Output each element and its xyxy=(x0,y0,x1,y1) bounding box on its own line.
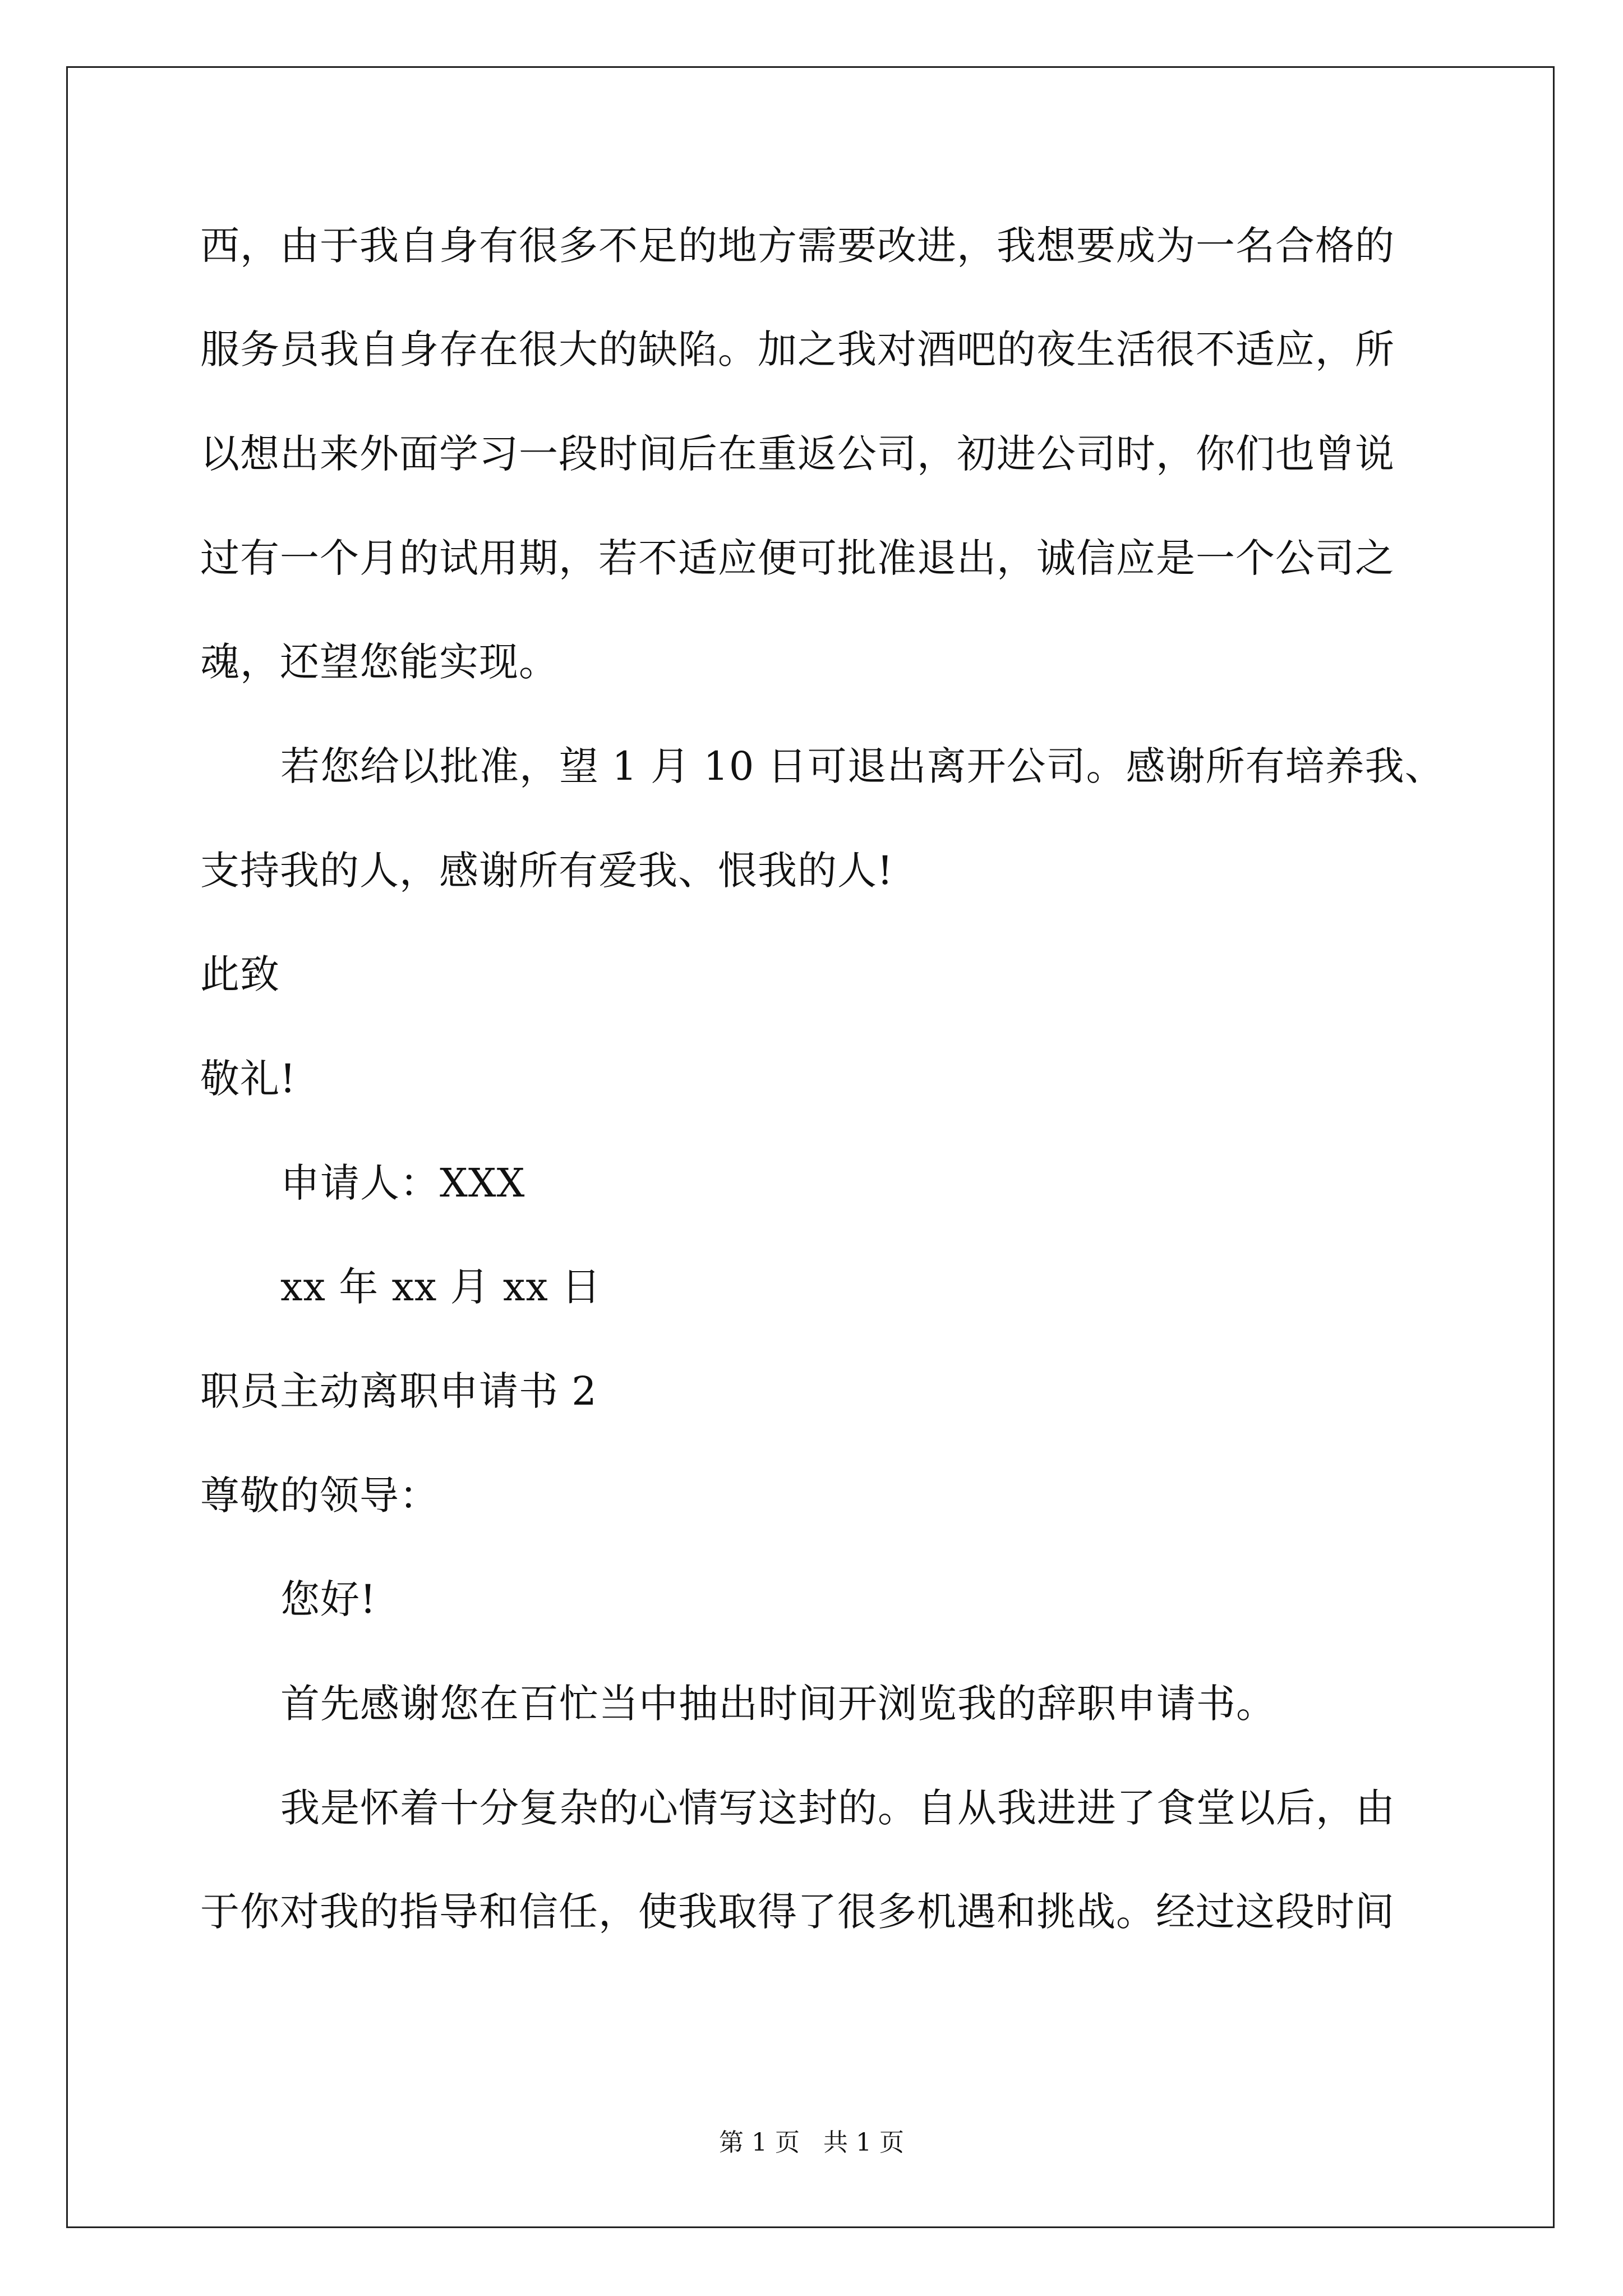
page-footer: 第 1 页 共 1 页 xyxy=(719,2128,904,2157)
section-title: 职员主动离职申请书 2 xyxy=(200,1368,597,1414)
body-line-2: 服务员我自身存在很大的缺陷。加之我对酒吧的夜生活很不适应，所 xyxy=(200,326,1395,372)
signature-applicant: 申请人：XXX xyxy=(280,1160,525,1206)
greeting: 您好! xyxy=(280,1576,377,1622)
body-line-8: 首先感谢您在百忙当中抽出时间开浏览我的辞职申请书。 xyxy=(280,1681,1276,1727)
body-line-7: 支持我的人，感谢所有爱我、恨我的人! xyxy=(200,848,894,894)
body-line-4: 过有一个月的试用期，若不适应便可批准退出，诚信应是一个公司之 xyxy=(200,535,1395,581)
body-line-10: 于你对我的指导和信任，使我取得了很多机遇和挑战。经过这段时间 xyxy=(200,1889,1395,1935)
body-line-5: 魂，还望您能实现。 xyxy=(200,639,559,685)
body-line-1: 西，由于我自身有很多不足的地方需要改进，我想要成为一名合格的 xyxy=(200,223,1395,269)
signature-date: xx 年 xx 月 xx 日 xyxy=(280,1264,602,1310)
body-line-6: 若您给以批准，望 1 月 10 日可退出离开公司。感谢所有培养我、 xyxy=(280,743,1445,789)
closing-line-1: 此致 xyxy=(200,951,280,997)
salutation: 尊敬的领导： xyxy=(200,1473,439,1519)
closing-line-2: 敬礼! xyxy=(200,1056,297,1102)
body-line-3: 以想出来外面学习一段时间后在重返公司，初进公司时，你们也曾说 xyxy=(200,431,1395,477)
body-line-9: 我是怀着十分复杂的心情写这封的。自从我进进了食堂以后，由 xyxy=(280,1785,1395,1831)
